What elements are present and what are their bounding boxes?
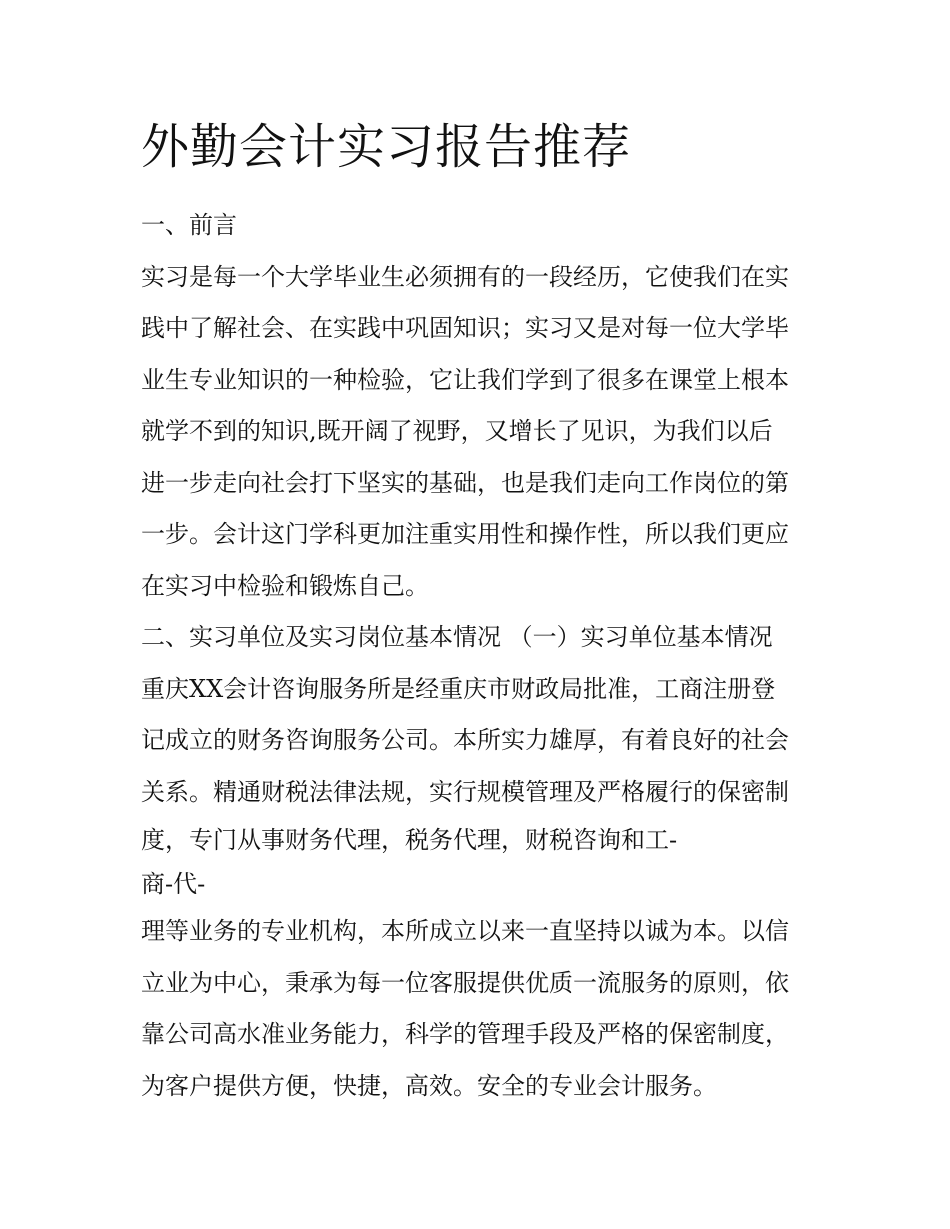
paragraph-line: 在实习中检验和锻炼自己。 (141, 571, 429, 600)
paragraph-line: 度，专门从事财务代理，税务代理，财税咨询和工- (141, 826, 678, 854)
section-heading-unit-info: 二、实习单位及实习岗位基本情况 （一）实习单位基本情况 (141, 623, 773, 651)
document-title: 外勤会计实习报告推荐 (141, 119, 632, 175)
paragraph-line: 立业为中心，秉承为每一位客服提供优质一流服务的原则，依 (141, 968, 789, 997)
paragraph-line: 实习是每一个大学毕业生必须拥有的一段经历，它使我们在实 (141, 262, 789, 291)
paragraph-line: 业生专业知识的一种检验，它让我们学到了很多在课堂上根本 (141, 365, 789, 394)
paragraph-line: 践中了解社会、在实践中巩固知识；实习又是对每一位大学毕 (141, 314, 789, 342)
paragraph-line: 记成立的财务咨询服务公司。本所实力雄厚，有着良好的社会 (141, 726, 789, 754)
paragraph-line: 进一步走向社会打下坚实的基础，也是我们走向工作岗位的第 (141, 468, 789, 497)
paragraph-line: 为客户提供方便，快捷，高效。安全的专业会计服务。 (141, 1071, 717, 1100)
section-heading-preface: 一、前言 (141, 211, 237, 239)
document-body (141, 200, 821, 1112)
paragraph-line: 靠公司高水准业务能力，科学的管理手段及严格的保密制度， (141, 1020, 789, 1048)
paragraph-line: 理等业务的专业机构，本所成立以来一直坚持以诚为本。以信 (141, 917, 789, 945)
paragraph-line: 商-代- (141, 870, 206, 898)
paragraph-line: 就学不到的知识,既开阔了视野，又增长了见识，为我们以后 (141, 417, 773, 445)
paragraph-line: 一步。会计这门学科更加注重实用性和操作性，所以我们更应 (141, 520, 789, 548)
paragraph-line: 关系。精通财税法律法规，实行规模管理及严格履行的保密制 (141, 777, 789, 806)
paragraph-line: 重庆XX会计咨询服务所是经重庆市财政局批准，工商注册登 (141, 674, 776, 703)
